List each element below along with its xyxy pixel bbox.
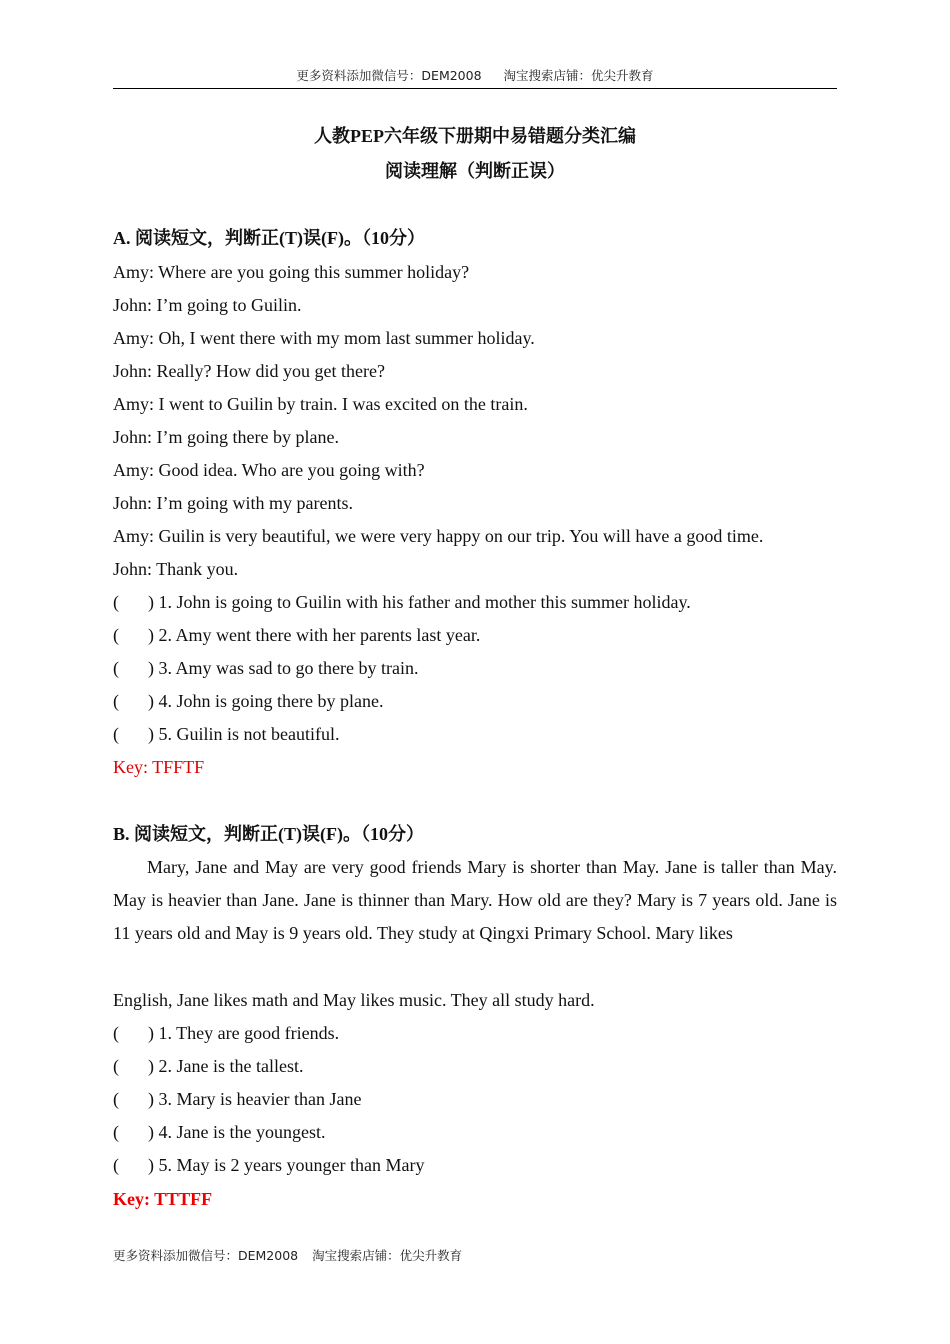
footer-wechat: 更多资料添加微信号：DEM2008 <box>113 1248 299 1263</box>
document-subtitle: 阅读理解（判断正误） <box>385 161 565 181</box>
question-b-4: ( ) 4. Jane is the youngest. <box>113 1122 326 1142</box>
dialogue-line: John: I’m going there by plane. <box>113 427 339 447</box>
dialogue-line: Amy: Good idea. Who are you going with? <box>113 460 425 480</box>
question-b-5: ( ) 5. May is 2 years younger than Mary <box>113 1155 425 1175</box>
dialogue-line: John: I’m going to Guilin. <box>113 295 302 315</box>
header-shop: 淘宝搜索店铺：优尖升教育 <box>503 68 654 83</box>
answer-blank[interactable]: ( <box>113 691 119 711</box>
question-b-2: ( ) 2. Jane is the tallest. <box>113 1056 304 1076</box>
dialogue-line: Amy: I went to Guilin by train. I was excited on the train. <box>113 394 528 414</box>
answer-key-b: Key: TTTFF <box>113 1189 213 1209</box>
question-a-4: ( ) 4. John is going there by plane. <box>113 691 384 711</box>
answer-blank[interactable]: ( <box>113 1155 119 1175</box>
dialogue-line: Amy: Guilin is very beautiful, we were very happy on our trip. You will have a good time. <box>113 526 764 546</box>
question-b-1: ( ) 1. They are good friends. <box>113 1023 340 1043</box>
answer-blank[interactable]: ( <box>113 1023 119 1043</box>
dialogue-line: John: Really? How did you get there? <box>113 361 385 381</box>
answer-key-a: Key: TFFTF <box>113 757 205 777</box>
answer-blank[interactable]: ( <box>113 1122 119 1142</box>
section-a-heading: A. 阅读短文，判断正(T)误(F)。（10分） <box>113 228 425 248</box>
question-a-3: ( ) 3. Amy was sad to go there by train. <box>113 658 419 678</box>
page-footer <box>113 1246 462 1266</box>
question-a-1: ( ) 1. John is going to Guilin with his father and mother this summer holiday. <box>113 592 691 612</box>
page-header <box>113 66 837 89</box>
answer-blank[interactable]: ( <box>113 592 119 612</box>
dialogue-line: Amy: Oh, I went there with my mom last summer holiday. <box>113 328 535 348</box>
answer-blank[interactable]: ( <box>113 1056 119 1076</box>
document-title: 人教PEP六年级下册期中易错题分类汇编 <box>314 126 636 146</box>
answer-blank[interactable]: ( <box>113 724 119 744</box>
header-wechat: 更多资料添加微信号：DEM2008 <box>296 68 482 83</box>
question-b-3: ( ) 3. Mary is heavier than Jane <box>113 1089 362 1109</box>
question-a-2: ( ) 2. Amy went there with her parents last year. <box>113 625 481 645</box>
passage-b: Mary, Jane and May are very good friends Mary is shorter than May. Jane is taller than May. May is heavier than Jane. Jane is thinner than Mary. How old are they? Mary is 7 years old. Jane is 11 years old and May is 9 years old. They study at Qingxi Primary School. Mary likes <box>113 857 837 943</box>
answer-blank[interactable]: ( <box>113 658 119 678</box>
answer-blank[interactable]: ( <box>113 625 119 645</box>
dialogue-line: John: Thank you. <box>113 559 239 579</box>
answer-blank[interactable]: ( <box>113 1089 119 1109</box>
section-b-heading: B. 阅读短文，判断正(T)误(F)。（10分） <box>113 824 424 844</box>
passage-b-end: English, Jane likes math and May likes music. They all study hard. <box>113 990 595 1010</box>
question-a-5: ( ) 5. Guilin is not beautiful. <box>113 724 340 744</box>
footer-shop: 淘宝搜索店铺：优尖升教育 <box>312 1248 463 1263</box>
dialogue-line: John: I’m going with my parents. <box>113 493 353 513</box>
dialogue-line: Amy: Where are you going this summer holiday? <box>113 262 470 282</box>
